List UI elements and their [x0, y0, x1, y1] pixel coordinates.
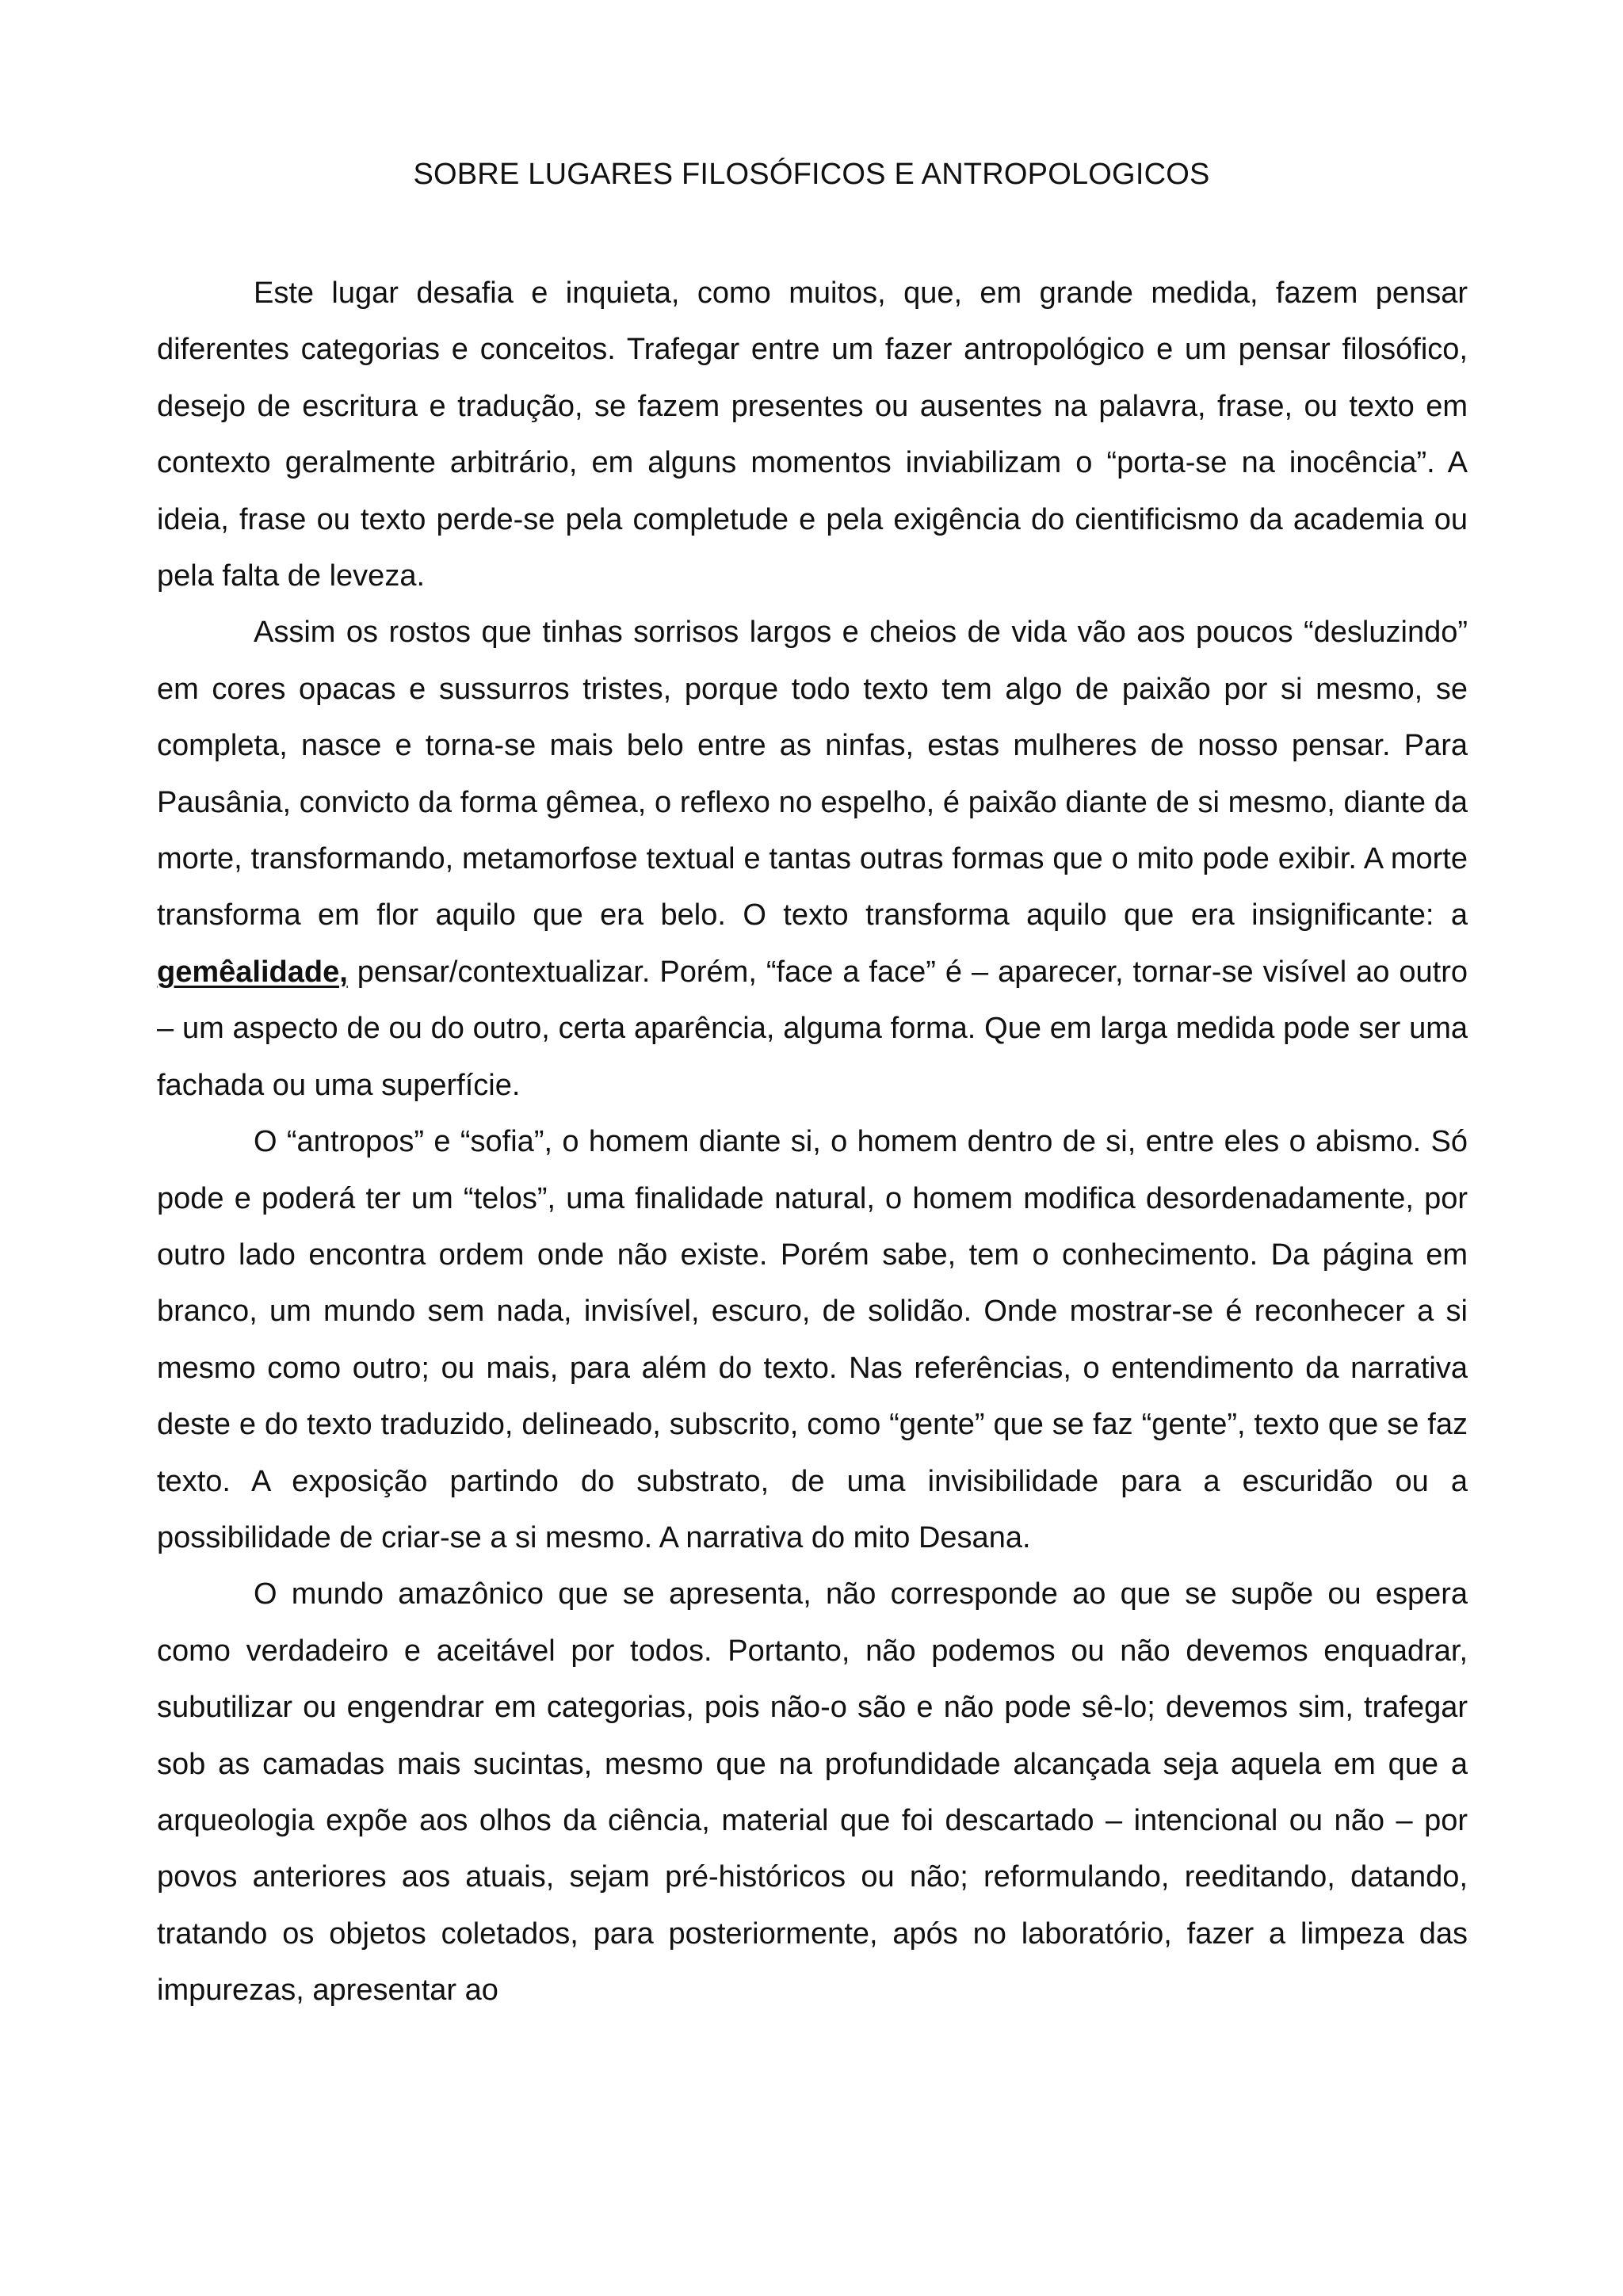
paragraph-1: Este lugar desafia e inquieta, como muitos, que, em grande medida, fazem pensar diferentes categorias e conceitos. Trafegar entre um fazer antropológico e um pensar filosófico, desejo de escritura e tradução, se fazem presentes ou ausentes na palavra, frase, ou texto em contexto geralmente arbitrário, em alguns momentos inviabilizam o “porta-se na inocência”. A ideia, frase ou texto perde-se pela completude e pela exigência do cientificismo da academia ou pela falta de leveza. — [157, 277, 1468, 593]
emphasized-term: gemêalidade, — [157, 955, 348, 989]
document-body — [157, 265, 1468, 2019]
paragraph-2-text-before: Assim os rostos que tinhas sorrisos largos e cheios de vida vão aos poucos “desluzindo” em cores opacas e sussurros tristes, porque todo texto tem algo de paixão por si mesmo, se completa, nasce e torna-se mais belo entre as ninfas, estas mulheres de nosso pensar. Para Pausânia, convicto da forma gêmea, o reflexo no espelho, é paixão diante de si mesmo, diante da morte, transformando, metamorfose textual e tantas outras formas que o mito pode exibir. A morte transforma em flor aquilo que era belo. O texto transforma aquilo que era insignificante: a — [157, 616, 1468, 933]
document-title: SOBRE LUGARES FILOSÓFICOS E ANTROPOLOGICOS — [413, 158, 1210, 191]
paragraph-2 — [157, 605, 1468, 1114]
paragraph-2-text-after: pensar/contextualizar. Porém, “face a face” é – aparecer, tornar-se visível ao outro – um aspecto de ou do outro, certa aparência, alguma forma. Que em larga medida pode ser uma fachada ou uma superfície. — [157, 955, 1468, 1102]
paragraph-3: O “antropos” e “sofia”, o homem diante si, o homem dentro de si, entre eles o abismo. Só pode e poderá ter um “telos”, uma finalidade natural, o homem modifica desordenadamente, por outro lado encontra ordem onde não existe. Porém sabe, tem o conhecimento. Da página em branco, um mundo sem nada, invisível, escuro, de solidão. Onde mostrar-se é reconhecer a si mesmo como outro; ou mais, para além do texto. Nas referências, o entendimento da narrativa deste e do texto traduzido, delineado, subscrito, como “gente” que se faz “gente”, texto que se faz texto. A exposição partindo do substrato, de uma invisibilidade para a escuridão ou a possibilidade de criar-se a si mesmo. A narrativa do mito Desana. — [157, 1125, 1468, 1554]
paragraph-4: O mundo amazônico que se apresenta, não corresponde ao que se supõe ou espera como verdadeiro e aceitável por todos. Portanto, não podemos ou não devemos enquadrar, subutilizar ou engendrar em categorias, pois não-o são e não pode sê-lo; devemos sim, trafegar sob as camadas mais sucintas, mesmo que na profundidade alcançada seja aquela em que a arqueologia expõe aos olhos da ciência, material que foi descartado – intencional ou não – por povos anteriores aos atuais, sejam pré-históricos ou não; reformulando, reeditando, datando, tratando os objetos coletados, para posteriormente, após no laboratório, fazer a limpeza das impurezas, apresentar ao — [157, 1577, 1468, 2008]
